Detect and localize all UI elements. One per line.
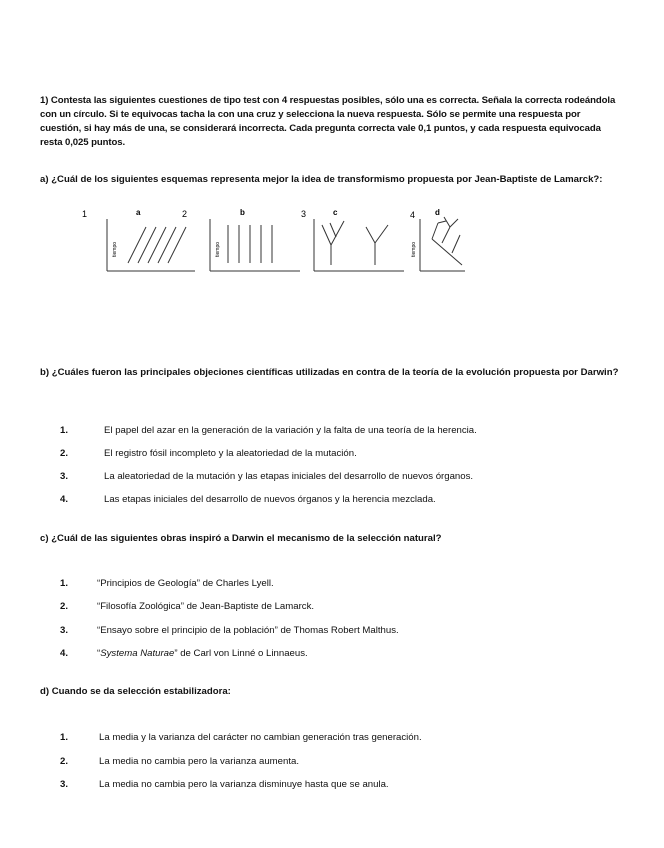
diagram-letter-a: a — [136, 208, 141, 217]
diagram-number-2: 2 — [182, 209, 188, 219]
option-number: 2. — [60, 448, 69, 459]
question-d-text: d) Cuando se da selección estabilizadora: — [40, 686, 231, 697]
option-text: El papel del azar en la generación de la variación y la falta de una teoría de la herencia. — [104, 425, 477, 436]
diagram-letter-c: c — [333, 208, 338, 217]
question-b-text: b) ¿Cuáles fueron las principales objeciones científicas utilizadas en contra de la teoría de la evolución propuesta por Darwin? — [40, 367, 619, 378]
scheme-d — [420, 217, 465, 271]
scheme-b — [210, 219, 300, 271]
option-number: 3. — [60, 779, 69, 790]
option-number: 4. — [60, 494, 69, 505]
question-b-option-1 — [0, 424, 664, 438]
axis-label-d: tiempo — [411, 241, 417, 257]
option-text — [97, 647, 308, 661]
instructions-paragraph: 1) Contesta las siguientes cuestiones de tipo test con 4 respuestas posibles, sólo una es correcta. Señala la correcta rodeándola con un círculo. Si te equivocas tacha la con una cruz y selecciona la nueva respuesta. Sólo se permite una respuesta por cuestión, si hay más de una, se considerará incorrecta. Cada pregunta correcta vale 0,1 puntos, y cada respuesta equivocada resta 0,025 puntos. — [40, 95, 616, 148]
option-number: 1. — [60, 732, 69, 743]
question-d-option-1 — [0, 731, 664, 745]
option-number: 3. — [60, 471, 69, 482]
option-number: 2. — [60, 756, 69, 767]
option-number: 3. — [60, 625, 69, 636]
option-number: 4. — [60, 648, 69, 659]
quote-open: “ — [97, 648, 101, 659]
question-b-option-2 — [0, 447, 664, 461]
option-text: “Principios de Geología” de Charles Lyell. — [97, 578, 274, 589]
question-c-text: c) ¿Cuál de las siguientes obras inspiró a Darwin el mecanismo de la selección natural? — [40, 533, 442, 544]
lamarck-schemes-diagram — [70, 205, 490, 280]
question-c-option-3 — [0, 624, 664, 638]
diagram-letter-d: d — [435, 208, 440, 217]
axis-label-b: tiempo — [215, 241, 221, 257]
option-text: Las etapas iniciales del desarrollo de nuevos órganos y la herencia mezclada. — [104, 494, 436, 505]
scheme-c — [314, 219, 404, 271]
diagram-number-3: 3 — [301, 209, 307, 219]
diagram-number-1: 1 — [82, 209, 88, 219]
option-number: 1. — [60, 578, 69, 589]
question-b-option-3 — [0, 470, 664, 484]
diagram-letter-b: b — [240, 208, 245, 217]
diagram-number-4: 4 — [410, 210, 416, 220]
option-text: El registro fósil incompleto y la aleatoriedad de la mutación. — [104, 448, 357, 459]
question-a-text: a) ¿Cuál de los siguientes esquemas representa mejor la idea de transformismo propuesta por Jean-Baptiste de Lamarck?: — [40, 174, 603, 185]
option-number: 2. — [60, 601, 69, 612]
option-text: “Ensayo sobre el principio de la población” de Thomas Robert Malthus. — [97, 625, 399, 636]
question-d-option-2 — [0, 755, 664, 769]
question-d-option-3 — [0, 778, 664, 792]
option-text-rest: ” de Carl von Linné o Linnaeus. — [174, 648, 308, 659]
question-b-option-4 — [0, 493, 664, 507]
option-text: La media y la varianza del carácter no cambian generación tras generación. — [99, 732, 422, 743]
axis-label-a: tiempo — [112, 241, 118, 257]
option-text: La aleatoriedad de la mutación y las etapas iniciales del desarrollo de nuevos órganos. — [104, 471, 474, 482]
question-c-option-4 — [0, 647, 664, 661]
question-c-option-1 — [0, 577, 664, 591]
option-number: 1. — [60, 425, 69, 436]
question-c-option-2 — [0, 600, 664, 614]
option-text: La media no cambia pero la varianza aumenta. — [99, 756, 299, 767]
option-text: “Filosofía Zoológica” de Jean-Baptiste de Lamarck. — [97, 601, 315, 612]
systema-naturae-title: Systema Naturae — [100, 648, 175, 659]
option-text: La media no cambia pero la varianza disminuye hasta que se anula. — [99, 779, 389, 790]
scheme-a — [107, 219, 195, 271]
